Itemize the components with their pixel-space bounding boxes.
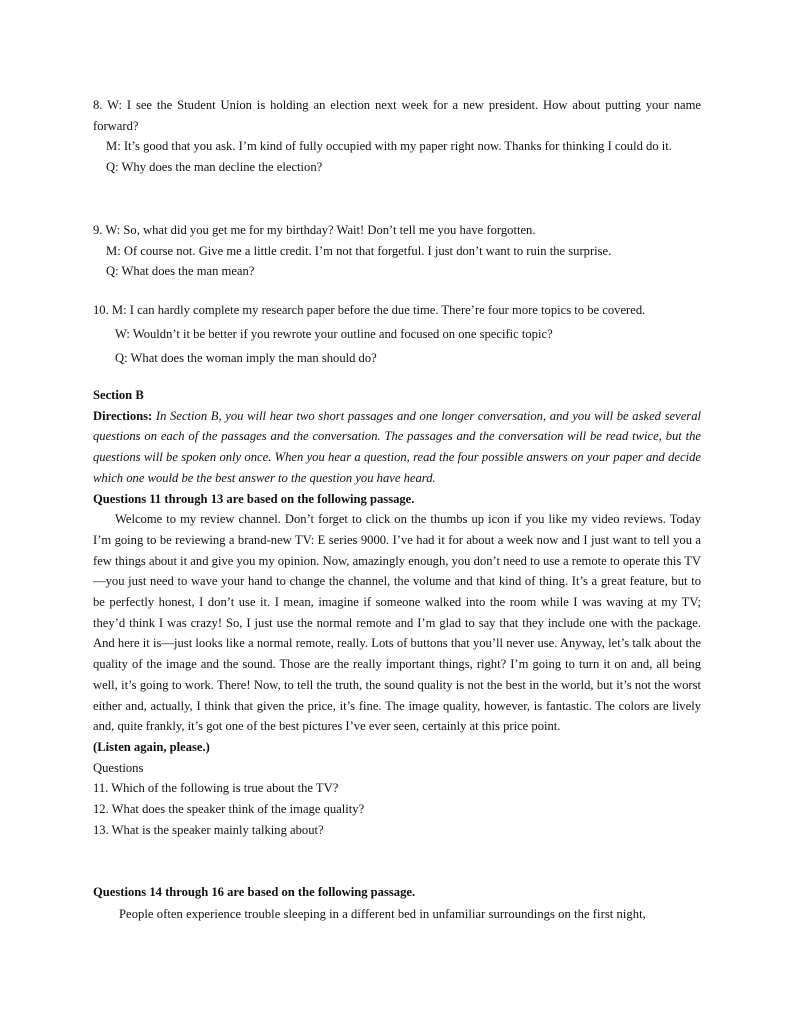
dialogue-9 [93, 220, 701, 282]
question-11: 11. Which of the following is true about the TV? [93, 781, 339, 796]
dialogue-8-line-m: M: It’s good that you ask. I’m kind of fully occupied with my paper right now. Thanks for thinking I could do it. [106, 139, 672, 154]
section-b [93, 385, 701, 840]
questions-label: Questions [93, 760, 144, 775]
dialogue-9-question: Q: What does the man mean? [106, 264, 255, 279]
dialogue-10-question: Q: What does the woman imply the man should do? [115, 351, 377, 365]
directions-paragraph [93, 406, 701, 489]
dialogue-10-line-w: W: Wouldn’t it be better if you rewrote your outline and focused on one specific topic? [115, 327, 553, 341]
dialogue-8 [93, 95, 701, 177]
question-13: 13. What is the speaker mainly talking about? [93, 822, 324, 837]
passage-2-text: People often experience trouble sleeping in a different bed in unfamiliar surroundings on the first night, [119, 906, 646, 921]
dialogue-8-line-w: 8. W: I see the Student Union is holding an election next week for a new president. How about putting your name forward? [93, 98, 701, 133]
passage-2-heading: Questions 14 through 16 are based on the following passage. [93, 885, 416, 899]
dialogue-10 [93, 298, 701, 370]
listen-again-note: (Listen again, please.) [93, 739, 210, 754]
directions-label: Directions: [93, 408, 153, 423]
dialogue-9-line-w: 9. W: So, what did you get me for my birthday? Wait! Don’t tell me you have forgotten. [93, 223, 536, 237]
dialogue-9-line-m: M: Of course not. Give me a little credit. I’m not that forgetful. I just don’t want to ruin the surprise. [106, 243, 612, 258]
passage-1-heading: Questions 11 through 13 are based on the following passage. [93, 491, 415, 506]
directions-text: In Section B, you will hear two short passages and one longer conversation, and you will be asked several questions on each of the passages and the conversation. The passages and the conversation will be read twice, but the questions will be spoken only once. When you hear a question, read the four possible answers on your paper and decide which one would be the best answer to the question you have heard. [93, 408, 701, 485]
dialogue-8-question: Q: Why does the man decline the election? [106, 159, 323, 174]
passage-1-text: Welcome to my review channel. Don’t forget to click on the thumbs up icon if you like my video reviews. Today I’m going to be reviewing a brand-new TV: E series 9000. I’ve had it for about a week now and I just want to tell you a few things about it and give you my opinion. Now, amazingly enough, you don’t need to use a remote to operate this TV—you just need to wave your hand to change the channel, the volume and that kind of thing. It’s a great feature, but to be perfectly honest, I don’t use it. I mean, imagine if someone walked into the room while I was waving at my TV; they’d think I was crazy! So, I just use the normal remote and I’m glad to say that they include one with the package. And here it is—just looks like a normal remote, really. Lots of buttons that you’ll never use. Anyway, let’s talk about the quality of the image and the sound. Those are the really important things, right? I’m going to turn it on and, all being well, it’s going to work. There! Now, to tell the truth, the sound quality is not the best in the world, but it’s not the worst either and, actually, I think that given the price, it’s fine. The image quality, however, is fantastic. The colors are lively and, quite frankly, it’s got one of the best pictures I’ve ever seen, certainly at this price point. [93, 512, 701, 734]
question-12: 12. What does the speaker think of the image quality? [93, 802, 365, 817]
dialogue-10-line-m: 10. M: I can hardly complete my research paper before the due time. There’re four more topics to be covered. [93, 303, 646, 317]
passage-2 [93, 882, 701, 925]
section-b-title: Section B [93, 388, 144, 402]
